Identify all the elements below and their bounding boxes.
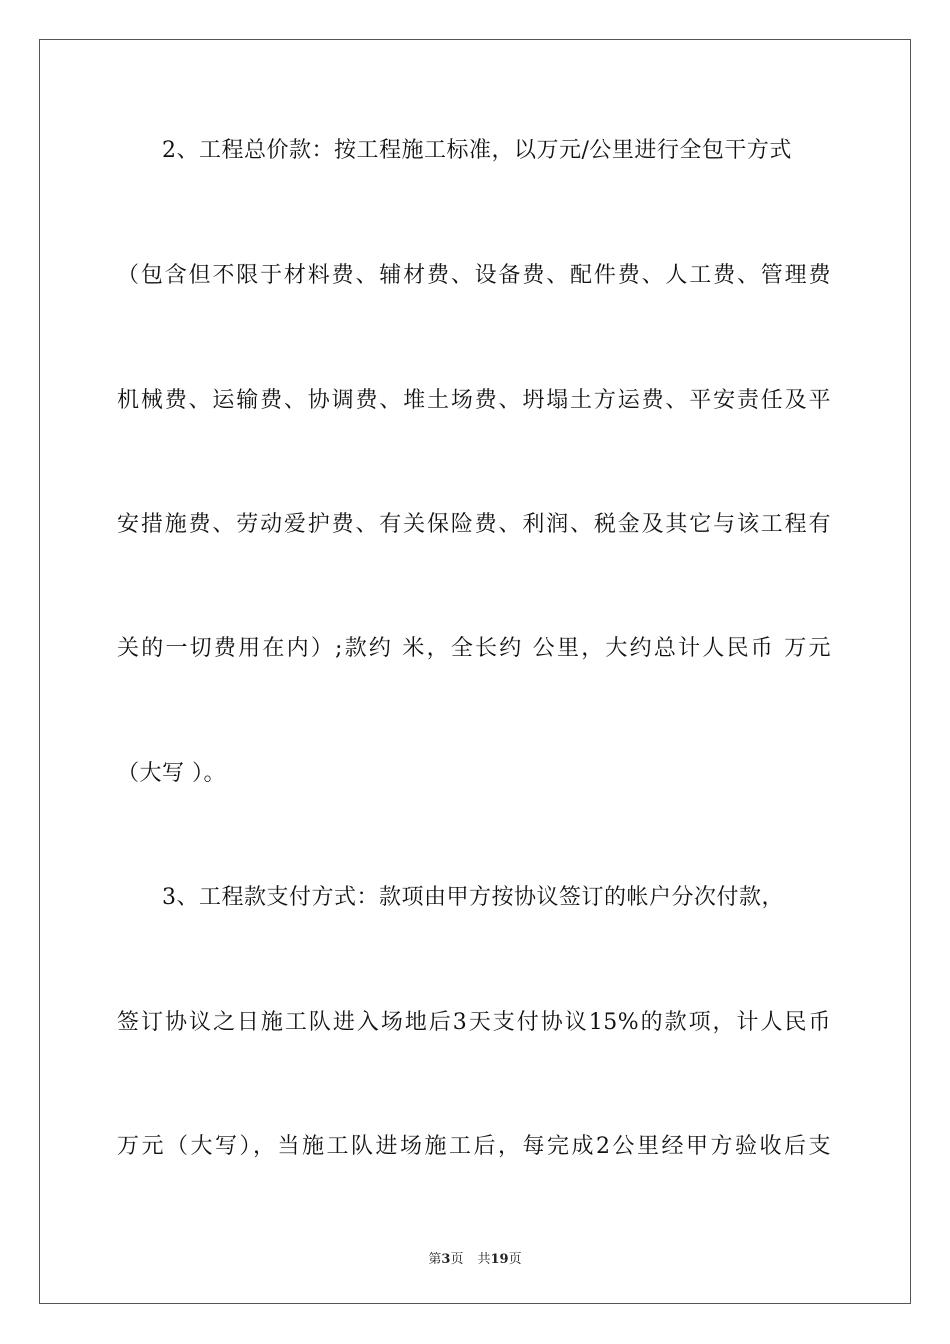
footer-page-suffix: 页 <box>450 1252 464 1267</box>
page-border <box>39 39 911 1304</box>
paragraph-line: 3、工程款支付方式：款项由甲方按协议签订的帐户分次付款， <box>117 885 784 910</box>
paragraph-line: （大写 ）。 <box>117 761 226 786</box>
paragraph-line: 安措施费、劳动爱护费、有关保险费、利润、税金及其它与该工程有 <box>117 512 831 537</box>
footer-total-pages: 19 <box>490 1252 509 1267</box>
paragraph-line: 万元（大写），当施工队进场施工后，每完成2公里经甲方验收后支 <box>117 1134 831 1159</box>
footer-page-number: 3 <box>441 1252 451 1267</box>
paragraph-line: 签订协议之日施工队进入场地后3天支付协议15%的款项，计人民币 <box>117 1010 831 1035</box>
paragraph-line: 2、工程总价款：按工程施工标准，以万元/公里进行全包干方式 <box>117 138 792 163</box>
paragraph-line: 机械费、运输费、协调费、堆土场费、坍塌土方运费、平安责任及平 <box>117 388 831 413</box>
paragraph-line: （包含但不限于材料费、辅材费、设备费、配件费、人工费、管理费 <box>117 263 831 288</box>
paragraph-line: 关的一切费用在内）;款约 米，全长约 公里，大约总计人民币 万元 <box>117 636 831 661</box>
footer-total-prefix: 共 <box>477 1252 491 1267</box>
page-footer <box>0 1248 950 1267</box>
footer-total-suffix: 页 <box>508 1252 522 1267</box>
footer-page-prefix: 第 <box>428 1252 442 1267</box>
